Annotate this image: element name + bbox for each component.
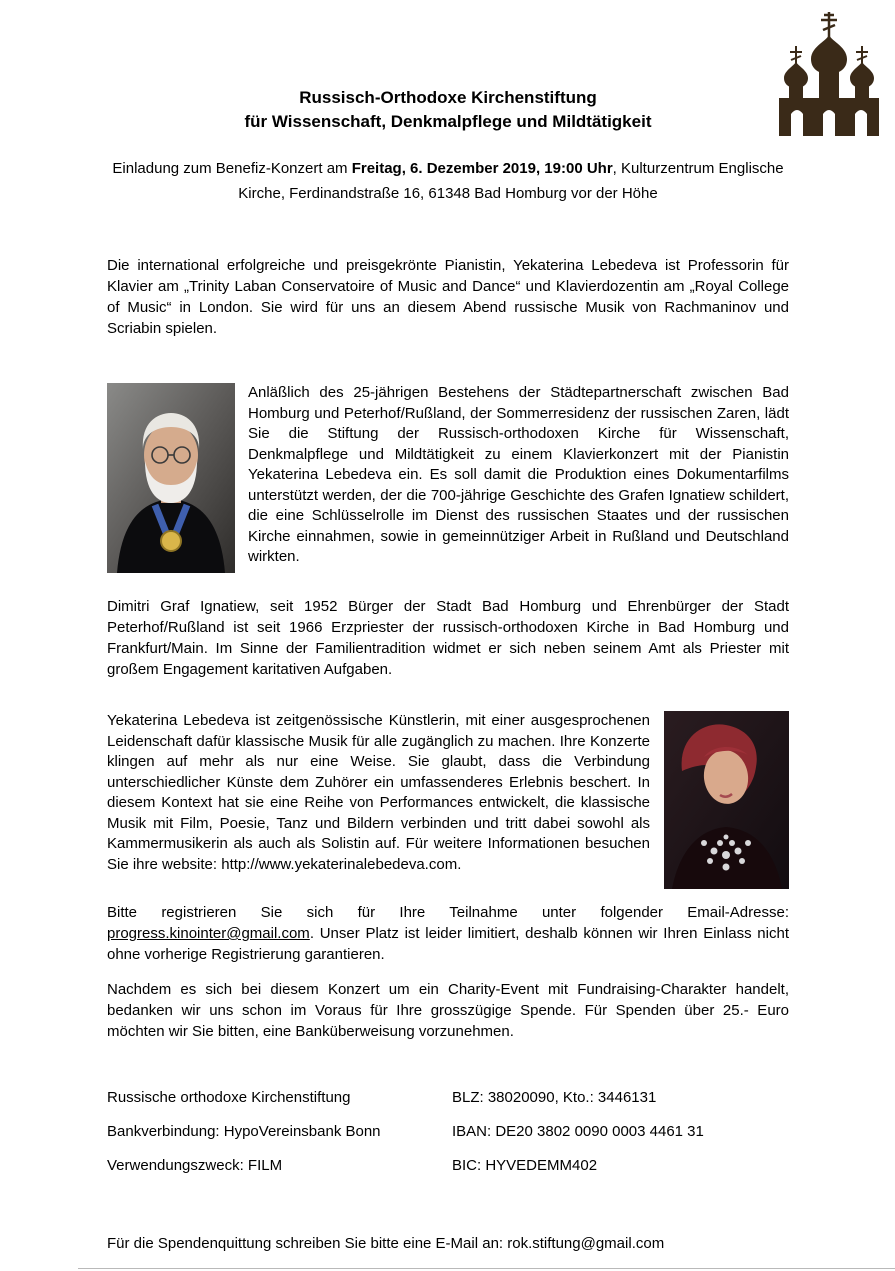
priest-photo (107, 383, 235, 573)
bank-row-foundation (107, 1087, 789, 1108)
paragraph-registration (107, 902, 789, 965)
bank-account-name: Russische orthodoxe Kirchenstiftung (107, 1089, 351, 1106)
pianist-section (107, 711, 789, 889)
registration-email-link[interactable]: progress.kinointer@gmail.com (107, 925, 310, 942)
church-logo-icon (777, 8, 881, 140)
lebedeva-website-url: http://www.yekaterinalebedeva.com (221, 855, 458, 873)
priest-section (107, 383, 789, 573)
bank-details (107, 1087, 789, 1176)
title-line-1: Russisch-Orthodoxe Kirchenstiftung (299, 88, 597, 107)
invitation-line (107, 156, 789, 206)
bank-connection: Bankverbindung: HypoVereinsbank Bonn (107, 1123, 381, 1140)
pianist-photo (664, 711, 789, 889)
paragraph-lebedeva (107, 711, 650, 875)
paragraph-partnership: Anläßlich des 25-jährigen Bestehens der Städtepartnerschaft zwischen Bad Homburg und Peterhof/Rußland, der Sommerresidenz der russischen Zaren, lädt Sie die Stiftung der Russisch-orthodoxen Kirche für Wissenschaft, Denkmalpflege und Mildtätigkeit zu einem Klavierkonzert mit der Pianistin Yekaterina Lebedeva ein. Es soll damit die Produktion eines Dokumentarfilms unterstützt werden, der die 700-jährige Geschichte des Grafen Ignatiew schildert, die eine Schlüsselrolle im Dienst des russischen Staates und der russischen Kirche einnahmen, sowie in gemeinnütziger Arbeit in Rußland und Deutschland wirkten. (248, 384, 789, 565)
title-line-2: für Wissenschaft, Denkmalpflege und Mildtätigkeit (244, 112, 652, 131)
bank-iban: IBAN: DE20 3802 0090 0003 4461 31 (452, 1123, 704, 1140)
paragraph-intro: Die international erfolgreiche und preisgekrönte Pianistin, Yekaterina Lebedeva ist Professorin für Klavier am „Trinity Laban Conservatoire of Music and Dance“ und Klavierdozentin am „Royal College of Music“ in London. Sie wird für uns an diesem Abend russische Musik von Rachmaninov und Scriabin spielen. (107, 257, 789, 337)
footer-text-pre: Für die Spendenquittung schreiben Sie bitte eine E-Mail an: (107, 1235, 508, 1252)
bank-bic: BIC: HYVEDEMM402 (452, 1157, 598, 1174)
bank-row-bank (107, 1121, 789, 1142)
paragraph-charity: Nachdem es sich bei diesem Konzert um ein Charity-Event mit Fundraising-Charakter handelt, bedanken wir uns schon im Voraus für Ihre grosszügige Spende. Für Spenden über 25.- Euro möchten wir Sie bitten, eine Banküberweisung vorzunehmen. (107, 981, 789, 1040)
lebedeva-text: Yekaterina Lebedeva ist zeitgenössische Künstlerin, mit einer ausgesprochenen Leidenschaft dafür klassische Musik für alle zugänglich zu machen. Ihre Konzerte klingen auf mehr als nur eine Weise. Sie glaubt, dass die Verbindung unterschiedlicher Künste dem Zuhörer ein umfassenderes Erlebnis beschert. In diesem Kontext hat sie eine Reihe von Performances entwickelt, die klassische Musik mit Film, Poesie, Tanz und Bildern verbinden und tritt dabei sowohl als Kammermusikerin als auch als Solistin auf. Für weitere Informationen besuchen Sie ihre website: (107, 712, 650, 873)
invitation-text-post: , Kulturzentrum Englische Kirche, Ferdinandstraße 16, 61348 Bad Homburg vor der Höhe (238, 160, 784, 202)
registration-text-post: . Unser Platz ist leider limitiert, deshalb können wir Ihren Einlass nicht ohne vorherige Registrierung garantieren. (107, 925, 789, 963)
bank-purpose: Verwendungszweck: FILM (107, 1157, 283, 1174)
bank-row-purpose (107, 1155, 789, 1176)
footer-email: rok.stiftung@gmail.com (507, 1235, 665, 1252)
invitation-text-pre: Einladung zum Benefiz-Konzert am (112, 160, 352, 177)
donation-receipt-note (107, 1233, 789, 1254)
page-bottom-edge (78, 1268, 895, 1269)
document-title (107, 86, 789, 134)
bank-blz-kto: BLZ: 38020090, Kto.: 3446131 (452, 1089, 657, 1106)
registration-text-pre: Bitte registrieren Sie sich für Ihre Teilnahme unter folgender Email-Adresse: (107, 904, 789, 921)
invitation-date: Freitag, 6. Dezember 2019, 19:00 Uhr (351, 160, 613, 177)
lebedeva-text-end: . (457, 855, 462, 873)
paragraph-ignatiew: Dimitri Graf Ignatiew, seit 1952 Bürger der Stadt Bad Homburg und Ehrenbürger der Stadt Peterhof/Rußland ist seit 1966 Erzpriester der russisch-orthodoxen Kirche in Bad Homburg und Frankfurt/Main. Im Sinne der Familientradition widmet er sich neben seinem Amt als Priester mit großem Engagement karitativen Aufgaben. (107, 598, 789, 678)
